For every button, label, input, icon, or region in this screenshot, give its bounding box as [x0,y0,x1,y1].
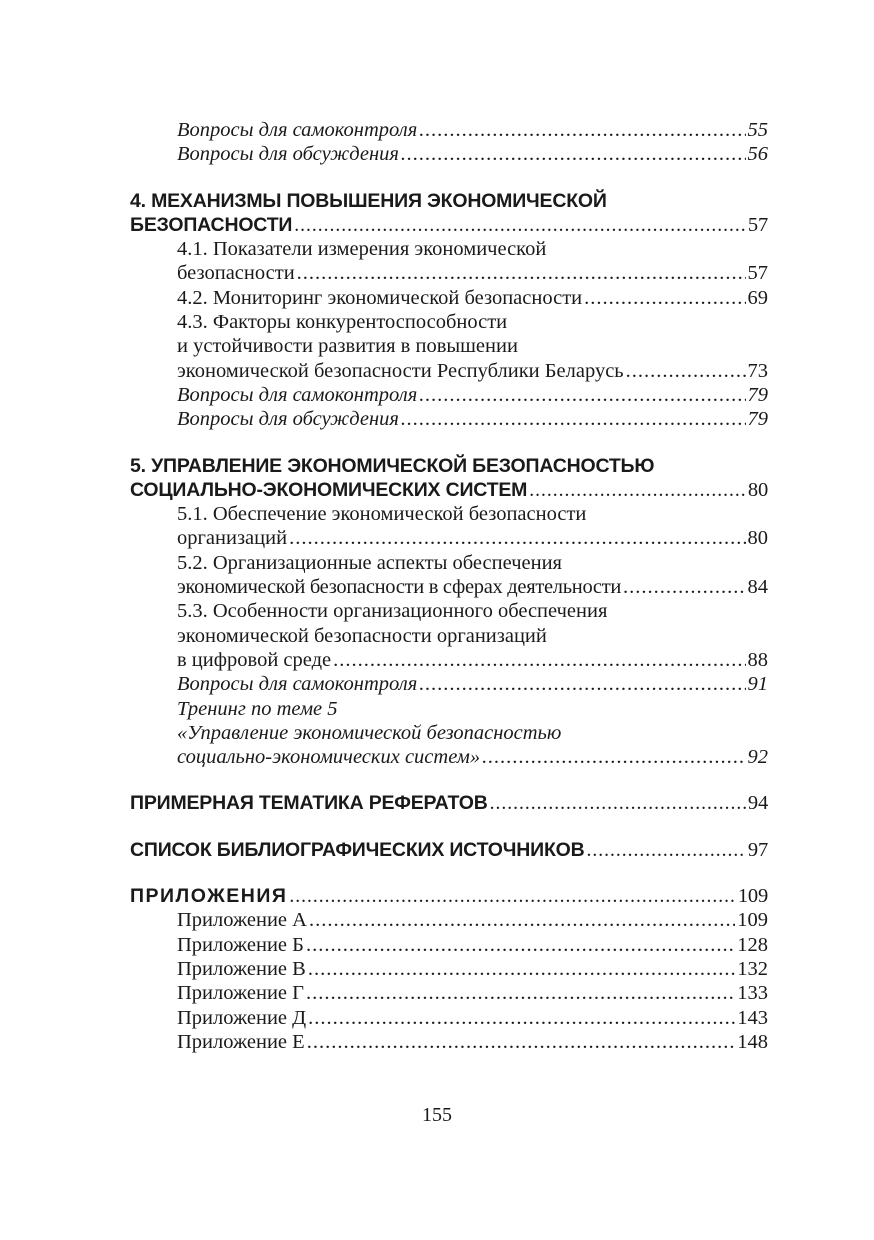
toc-entry-label: Приложение А [177,909,307,932]
toc-page-number: 57 [747,262,768,285]
toc-entry-label: безопасности [177,262,295,285]
dot-leader [584,286,745,310]
dot-leader [294,214,746,238]
toc-page-number: 143 [737,1006,768,1029]
toc-entry-label: 5.3. Особенности организационного обеспечения [177,600,608,623]
toc-entry-label: Вопросы для обсуждения [177,408,399,431]
toc-page-number: 57 [747,213,768,236]
toc-page-number: 91 [747,673,768,696]
toc-entry [130,359,768,383]
dot-leader [419,672,745,696]
toc-page-number: 109 [737,885,768,908]
toc-entry-label: организаций [177,527,288,550]
chapter-4-title-end: БЕЗОПАСНОСТИ [130,213,293,236]
toc-page-number: 132 [737,957,768,980]
toc-entry [130,745,768,769]
toc-entry [130,791,768,815]
toc-page-number: 55 [747,119,768,141]
toc-entry [130,1030,768,1054]
toc-entry-label: Приложение Д [177,1006,307,1029]
toc-entry [130,383,768,407]
toc-entry [130,286,768,310]
toc-entry-label: 5.2. Организационные аспекты обеспечения [177,551,562,574]
toc-entry-label: 5.1. Обеспечение экономической безопасности [177,503,587,526]
toc-entry [130,884,768,908]
toc-entry-label: Вопросы для самоконтроля [177,673,418,696]
toc-entry-label: социально-экономических систем» [177,746,481,769]
toc-entry [130,526,768,550]
toc-entry-label: экономической безопасности организаций [177,624,547,647]
toc-page-number: 109 [737,909,768,932]
dot-leader [490,792,746,816]
toc-entry [130,1006,768,1030]
toc-entry-label: Приложение Б [177,933,304,956]
dot-leader [309,908,735,932]
dot-leader [401,407,746,431]
toc-page-number: 94 [747,792,768,815]
toc-page-number: 80 [747,478,768,501]
dot-leader [482,745,745,769]
dot-leader [333,648,745,672]
toc-page-number: 133 [737,982,768,1005]
toc-entry-label: Приложение В [177,957,306,980]
toc-entry-label: экономической безопасности в сферах деятельности [177,576,622,599]
dot-leader [623,575,745,599]
toc-entry-label: «Управление экономической безопасностью [177,721,562,744]
toc-entry [130,957,768,981]
toc-page-number: 128 [737,933,768,956]
dot-leader [308,957,735,981]
toc-page-number: 92 [747,746,768,769]
dot-leader [289,885,735,909]
toc-entry-label: Тренинг по теме 5 [177,697,338,720]
toc-entry [130,981,768,1005]
toc-entry [130,478,768,502]
toc-entry-label: 4.3. Факторы конкурентоспособности [177,311,508,334]
chapter-4-title-line: 4. МЕХАНИЗМЫ ПОВЫШЕНИЯ ЭКОНОМИЧЕСКОЙ [130,189,607,212]
toc-entry [130,672,768,696]
dot-leader [419,118,745,142]
toc-entry [130,933,768,957]
toc-page-number: 80 [747,527,768,550]
toc-entry [130,407,768,431]
toc-entry-label: Приложение Г [177,982,305,1005]
toc-page-number: 97 [747,838,768,861]
toc-entry-label: Вопросы для обсуждения [177,143,399,166]
dot-leader [289,526,745,550]
toc-entry-label: и устойчивости развития в повышении [177,335,518,358]
toc-entry-label: экономической безопасности Республики Беларусь [177,359,624,382]
toc-page-number: 84 [747,576,768,599]
dot-leader [587,839,746,863]
dot-leader [308,1006,735,1030]
toc-entry-label: Приложение Е [177,1030,305,1053]
toc-entry-label: Вопросы для самоконтроля [177,119,418,141]
toc-entry-label: в цифровой среде [177,648,332,671]
toc-entry [130,648,768,672]
toc-entry [130,142,768,166]
dot-leader [626,359,746,383]
toc-entry-label: 4.1. Показатели измерения экономической [177,238,547,261]
toc-entry [130,575,768,599]
appendices-title: ПРИЛОЖЕНИЯ [130,885,288,908]
chapter-5-title-end: СОЦИАЛЬНО-ЭКОНОМИЧЕСКИХ СИСТЕМ [130,478,528,501]
dot-leader [306,933,735,957]
toc-page-number: 73 [747,359,768,382]
table-of-contents [130,118,768,1054]
toc-entry [130,261,768,285]
dot-leader [529,479,746,503]
dot-leader [306,981,735,1005]
toc-page-number: 88 [747,648,768,671]
dot-leader [401,142,746,166]
toc-page-number: 79 [747,383,768,406]
toc-entry-label: 4.2. Мониторинг экономической безопасности [177,286,583,309]
toc-page-number: 69 [747,286,768,309]
page-number: 155 [422,1104,452,1126]
toc-page-number: 148 [737,1030,768,1053]
toc-entry-label: Вопросы для самоконтроля [177,383,418,406]
toc-entry [130,908,768,932]
dot-leader [297,261,746,285]
chapter-5-title-line: 5. УПРАВЛЕНИЕ ЭКОНОМИЧЕСКОЙ БЕЗОПАСНОСТЬЮ [130,454,655,477]
bibliography-title: СПИСОК БИБЛИОГРАФИЧЕСКИХ ИСТОЧНИКОВ [130,838,585,861]
essays-title: ПРИМЕРНАЯ ТЕМАТИКА РЕФЕРАТОВ [130,792,488,815]
toc-entry [130,213,768,237]
dot-leader [419,383,745,407]
toc-entry [130,838,768,862]
toc-page-number: 79 [747,408,768,431]
toc-entry [130,118,768,142]
dot-leader [307,1030,736,1054]
toc-page-number: 56 [747,143,768,166]
